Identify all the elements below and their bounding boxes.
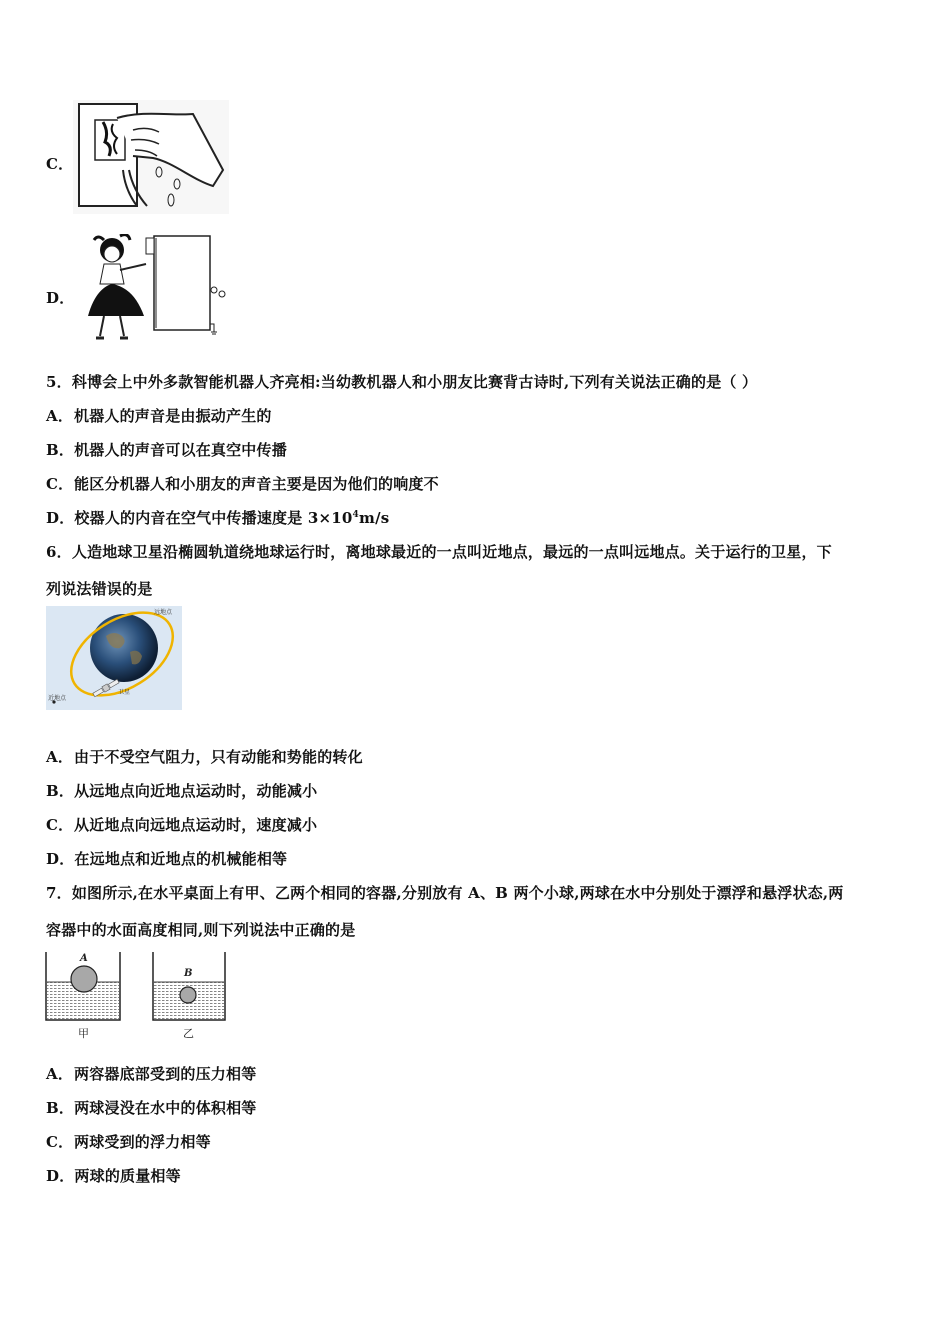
container-jia [46, 952, 120, 1040]
q6-option-d [46, 848, 287, 869]
earth-orbit-illustration [46, 606, 182, 710]
q7-option-b-text: 两球浸没在水中的体积相等 [74, 1099, 257, 1117]
container-jia-label: 甲 [78, 1027, 89, 1040]
q7-stem-line1: 7．如图所示,在水平桌面上有甲、乙两个相同的容器,分别放有 A、B 两个小球,两球在水中分别处于漂浮和悬浮状态,两 [46, 884, 844, 902]
container-yi-label: 乙 [183, 1027, 194, 1040]
q6-stem-line2: 列说法错误的是 [46, 580, 153, 598]
q5-option-d-unit: m/s [359, 509, 390, 527]
q6-option-d-letter: D． [46, 850, 75, 868]
q4-option-c-label: C． [46, 155, 74, 173]
ball-a-label: A [80, 953, 88, 964]
ball-a [71, 966, 97, 992]
q7-option-c-letter: C． [46, 1133, 74, 1151]
q7-option-a [46, 1063, 256, 1084]
q5-option-b-letter: B． [46, 441, 75, 459]
q6-option-b-letter: B． [46, 782, 75, 800]
q7-option-d-letter: D． [46, 1167, 75, 1185]
girl-refrigerator-illustration [84, 234, 232, 348]
ball-b-label: B [184, 968, 193, 979]
q6-option-c [46, 814, 317, 835]
q7-stem-line2: 容器中的水面高度相同,则下列说法中正确的是 [46, 921, 356, 939]
q6-option-c-letter: C． [46, 816, 74, 834]
q4-option-c-figure [73, 100, 229, 214]
q5-option-a-letter: A． [46, 407, 74, 425]
q5-option-a [46, 405, 272, 426]
container-yi [153, 952, 225, 1040]
q4-option-d-figure [84, 234, 232, 348]
q5-option-c [46, 473, 439, 494]
q6-option-a-text: 由于不受空气阻力，只有动能和势能的转化 [74, 748, 363, 766]
satellite-label: 卫星 [118, 689, 131, 696]
q7-option-b [46, 1097, 257, 1118]
two-containers-illustration [42, 948, 232, 1044]
near-point-label: 近地点 [48, 695, 67, 702]
q5-option-d-exponent: 4 [352, 510, 359, 520]
q6-option-b [46, 780, 317, 801]
q6-satellite-figure [46, 606, 182, 710]
q6-option-a [46, 746, 363, 767]
q5-option-d-letter: D． [46, 509, 75, 527]
ball-b [180, 987, 196, 1003]
q7-option-d [46, 1165, 181, 1186]
q6-stem-line1: 6．人造地球卫星沿椭圆轨道绕地球运行时，离地球最近的一点叫近地点，最远的一点叫远地点。关于运行的卫星，下 [46, 543, 832, 561]
q5-option-c-text: 能区分机器人和小朋友的声音主要是因为他们的响度不 [74, 475, 439, 493]
far-point-label: 远地点 [154, 609, 173, 616]
q7-containers-figure [42, 948, 232, 1044]
q5-stem: 5．科博会上中外多款智能机器人齐亮相:当幼教机器人和小朋友比赛背古诗时,下列有关说法正确的是（ ） [46, 373, 758, 391]
earth-icon [90, 614, 158, 682]
q5-option-d-text: 校器人的内音在空气中传播速度是 3×10 [74, 509, 353, 527]
q7-option-c [46, 1131, 211, 1152]
q6-option-c-text: 从近地点向远地点运动时，速度减小 [74, 816, 318, 834]
q5-option-b-text: 机器人的声音可以在真空中传播 [74, 441, 287, 459]
q7-option-a-text: 两容器底部受到的压力相等 [74, 1065, 257, 1083]
q6-option-a-letter: A． [46, 748, 74, 766]
q5-option-a-text: 机器人的声音是由振动产生的 [74, 407, 272, 425]
q4-option-d-label: D． [46, 289, 75, 307]
q7-option-c-text: 两球受到的浮力相等 [74, 1133, 211, 1151]
q5-option-b [46, 439, 287, 460]
hand-socket-illustration [73, 100, 229, 214]
q5-option-c-letter: C． [46, 475, 74, 493]
q5-option-d [46, 507, 389, 528]
q6-option-b-text: 从远地点向近地点运动时，动能减小 [74, 782, 318, 800]
q7-option-a-letter: A． [46, 1065, 74, 1083]
q6-option-d-text: 在远地点和近地点的机械能相等 [74, 850, 288, 868]
q7-option-d-text: 两球的质量相等 [74, 1167, 181, 1185]
q7-option-b-letter: B． [46, 1099, 75, 1117]
